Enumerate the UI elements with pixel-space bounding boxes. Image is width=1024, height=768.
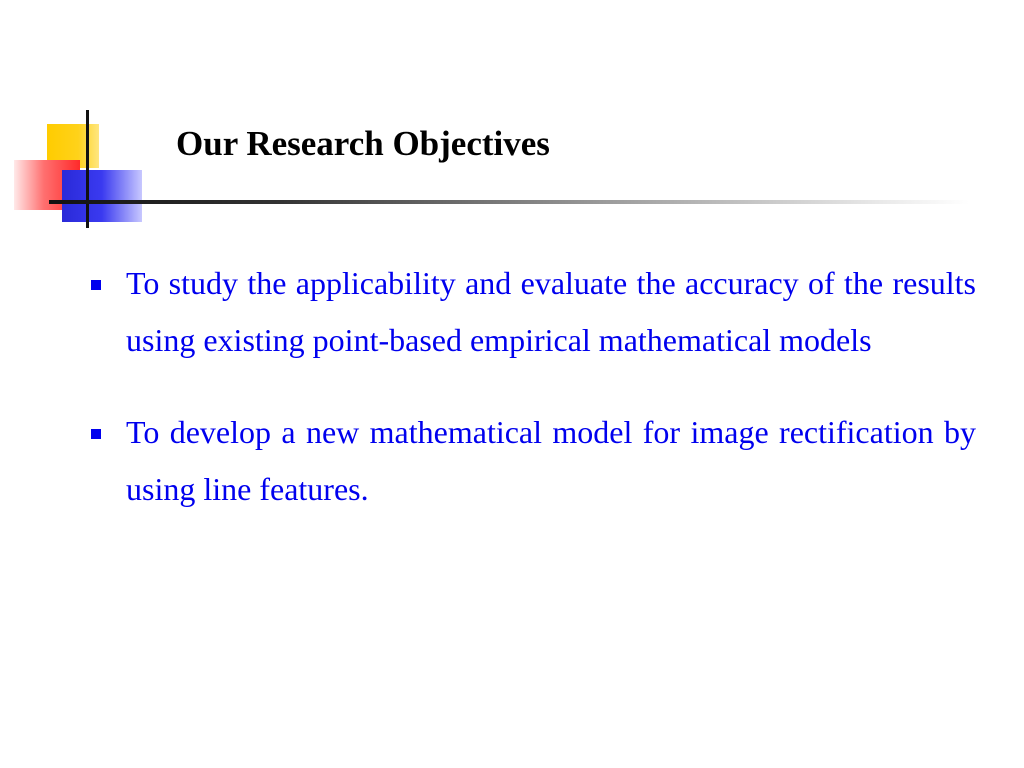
square-bullet-icon xyxy=(91,429,101,439)
blue-square-decoration xyxy=(62,170,142,222)
title-underline-rule xyxy=(49,200,969,204)
vertical-rule xyxy=(86,110,89,228)
slide-title: Our Research Objectives xyxy=(176,124,550,163)
square-bullet-icon xyxy=(91,280,101,290)
corner-decoration xyxy=(0,0,200,240)
bullet-list xyxy=(88,255,976,553)
bullet-text: To develop a new mathematical model for image rectification by using line features. xyxy=(126,414,976,507)
bullet-text: To study the applicability and evaluate the accuracy of the results using existing point-based empirical mathematical models xyxy=(126,265,976,358)
bullet-item xyxy=(88,404,976,518)
bullet-item xyxy=(88,255,976,369)
